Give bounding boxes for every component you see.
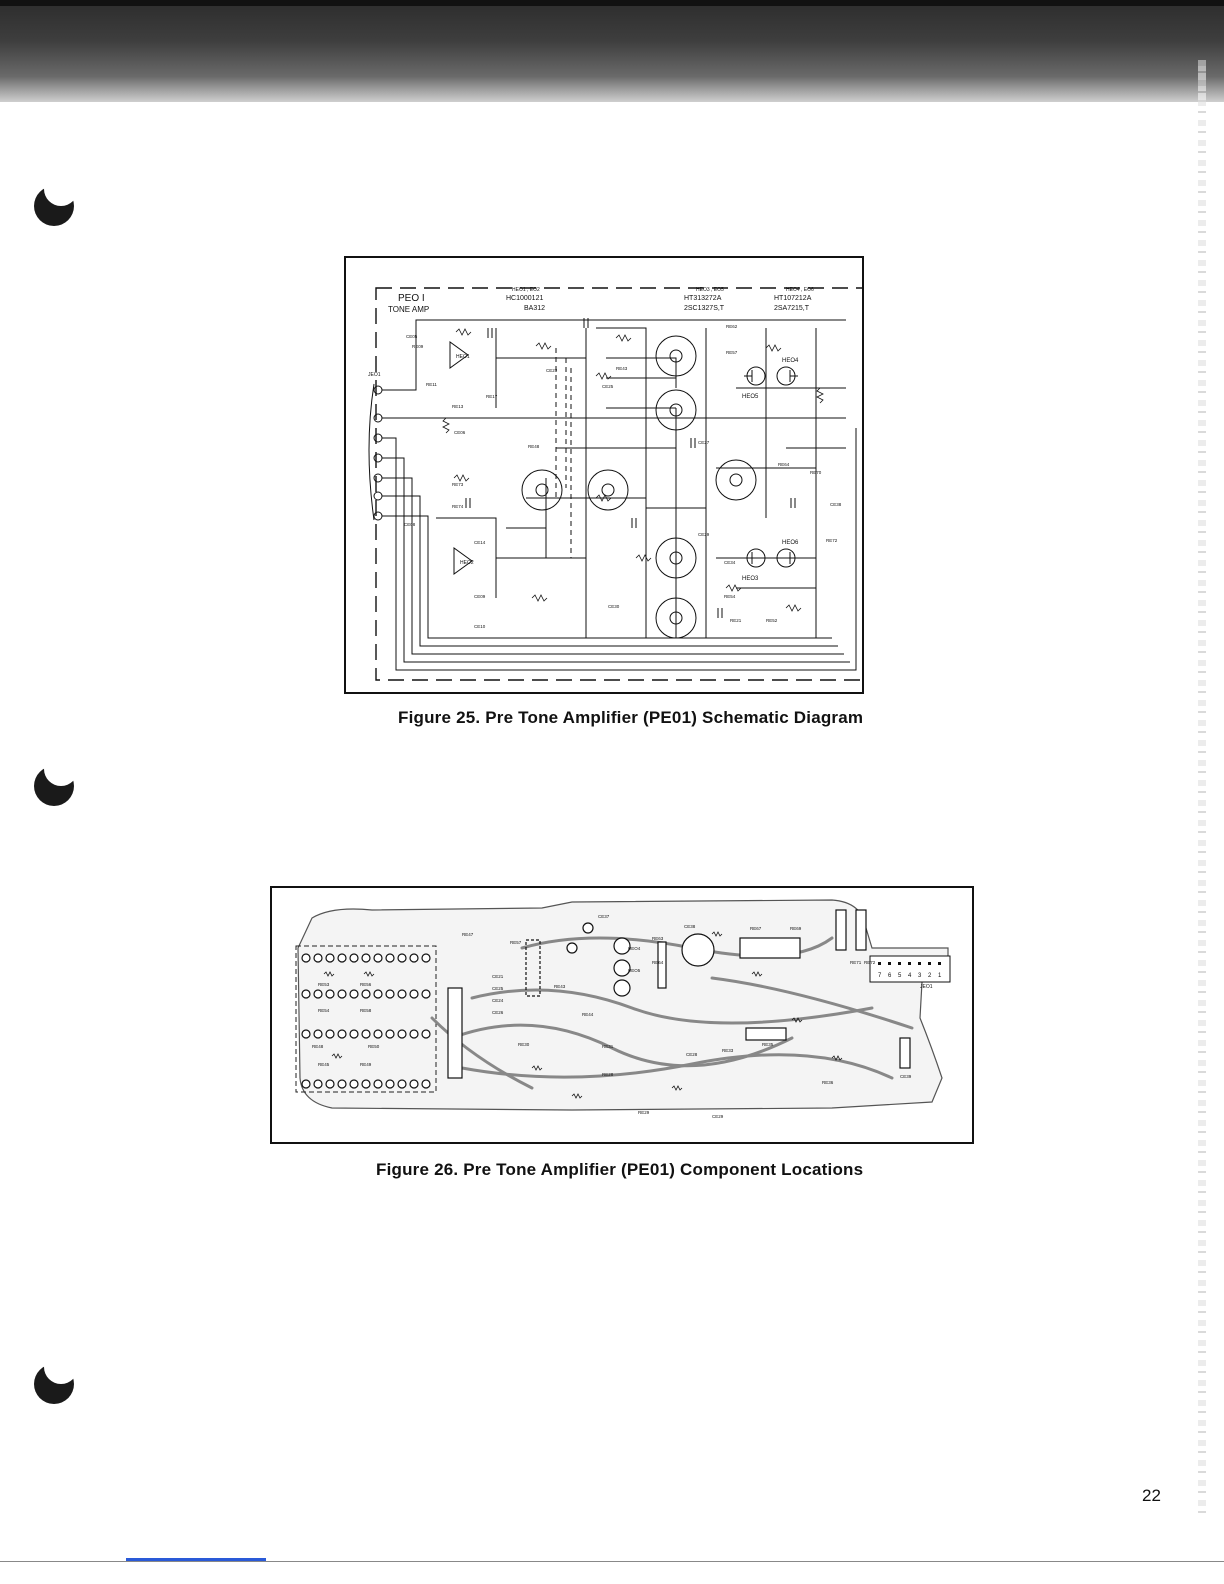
pin-5: 5 <box>898 973 902 979</box>
scanned-top-band <box>0 0 1224 102</box>
board-boundary <box>376 288 862 680</box>
label-re11: RE11 <box>426 382 437 387</box>
pcb-label-re54: RE54 <box>318 1008 330 1013</box>
label-ce27: CE27 <box>698 440 710 445</box>
pcb-label-re47: RE47 <box>462 932 474 937</box>
label-ce23: CE23 <box>546 368 558 373</box>
binder-hole-middle <box>34 766 74 806</box>
label-ce25: CE25 <box>602 384 614 389</box>
pin-6: 6 <box>888 973 892 979</box>
op-amp-label-1: HEO1 <box>456 354 470 360</box>
pin-4: 4 <box>908 973 912 979</box>
transistor-label-heo6: HEO6 <box>782 540 799 546</box>
pcb-label-re57: RE57 <box>510 940 522 945</box>
label-re64: RE64 <box>778 462 790 467</box>
pcb-label-re72: RE72 <box>864 960 876 965</box>
tr2-label-1: HEO4 , EO6 <box>786 287 814 293</box>
pcb-label-re67: RE67 <box>750 926 762 931</box>
transistor-label-heo3: HEO3 <box>742 576 759 582</box>
label-re73: RE73 <box>452 482 464 487</box>
pcb-drawing <box>272 888 972 1142</box>
tr1-label-2: HT313272A <box>684 295 722 302</box>
pcb-label-ce21: CE21 <box>492 974 504 979</box>
bottom-rule <box>0 1561 1224 1562</box>
page-number: 22 <box>1142 1486 1161 1505</box>
pcb-label-re63: RE63 <box>652 936 664 941</box>
tr2-label-3: 2SA7215,T <box>774 305 810 312</box>
pin-1: 1 <box>938 973 942 979</box>
label-ce14: CE14 <box>474 540 486 545</box>
label-ce10: CE10 <box>474 624 486 629</box>
label-re62: RE62 <box>726 324 738 329</box>
tr1-label-3: 2SC1327S,T <box>684 305 725 312</box>
pcb-label-heo5: HEO5 <box>628 968 641 973</box>
pin-2: 2 <box>928 973 932 979</box>
figure-26-caption: Figure 26. Pre Tone Amplifier (PE01) Component Locations <box>376 1160 864 1179</box>
pcb-label-ce37: CE37 <box>598 914 610 919</box>
label-re13: RE13 <box>452 404 464 409</box>
label-re43: RE43 <box>616 366 628 371</box>
pcb-label-ce29: CE29 <box>712 1114 724 1119</box>
component-locations-figure <box>270 886 974 1144</box>
pcb-label-re58: RE58 <box>360 1008 372 1013</box>
pcb-label-re36: RE36 <box>822 1080 834 1085</box>
pcb-label-re31: RE31 <box>602 1044 614 1049</box>
connector-label: JEO1 <box>920 984 933 990</box>
pcb-label-ce24: CE24 <box>492 998 504 1003</box>
transistor-label-heo5: HEO5 <box>742 394 759 400</box>
board-subtitle: TONE AMP <box>388 305 430 314</box>
ic-label-2: HC1000121 <box>506 295 544 302</box>
op-amp-symbols <box>450 342 472 574</box>
pcb-label-re64: RE64 <box>652 960 664 965</box>
connector-label: JEO1 <box>368 372 381 378</box>
transistor-label-heo4: HEO4 <box>782 358 799 364</box>
label-ce38: CE38 <box>830 502 842 507</box>
pcb-label-ce28: CE28 <box>686 1052 698 1057</box>
pcb-label-ce25: CE25 <box>492 986 504 991</box>
label-ce30: CE30 <box>608 604 620 609</box>
board-title: PEO I <box>398 293 425 304</box>
label-re17: RE17 <box>486 394 498 399</box>
binder-hole-bottom <box>34 1364 74 1404</box>
pcb-label-re56: RE56 <box>360 982 372 987</box>
pcb-label-re44: RE44 <box>582 1012 594 1017</box>
label-ce29: CE29 <box>698 532 710 537</box>
bottom-blue-mark <box>126 1558 266 1561</box>
schematic-diagram-figure <box>344 256 864 694</box>
pcb-label-re71: RE71 <box>850 960 862 965</box>
tr2-label-2: HT107212A <box>774 295 812 302</box>
pcb-label-re35: RE35 <box>762 1042 774 1047</box>
pcb-label-re48: RE48 <box>312 1044 324 1049</box>
page-edge-shadow <box>1198 60 1206 1520</box>
schematic-drawing <box>346 258 862 692</box>
tr1-label-1: HEO3 , EO5 <box>696 287 724 293</box>
tone-switches <box>522 336 756 638</box>
pcb-label-re50: RE50 <box>368 1044 380 1049</box>
bus-wires <box>382 320 856 670</box>
pcb-label-re30: RE30 <box>518 1042 530 1047</box>
label-ce06: CE06 <box>454 430 466 435</box>
pin-7: 7 <box>878 973 882 979</box>
pcb-label-ce38: CE38 <box>684 924 696 929</box>
label-ce34: CE34 <box>724 560 736 565</box>
figure-25-caption: Figure 25. Pre Tone Amplifier (PE01) Schematic Diagram <box>398 708 864 727</box>
label-ce08: CE08 <box>404 522 416 527</box>
pcb-label-re29: RE29 <box>638 1110 650 1115</box>
label-ce09: CE09 <box>474 594 486 599</box>
pcb-label-re45: RE45 <box>318 1062 330 1067</box>
label-re70: RE70 <box>810 470 822 475</box>
label-re74: RE74 <box>452 504 464 509</box>
pcb-label-heo4: HEO4 <box>628 946 641 951</box>
pcb-label-re43: RE43 <box>554 984 566 989</box>
ic-label-1: HEO1 , EO2 <box>512 287 540 293</box>
op-amp-label-2: HEO2 <box>460 560 474 566</box>
pin-3: 3 <box>918 973 922 979</box>
label-re54: RE54 <box>724 594 736 599</box>
label-re09: RE09 <box>412 344 424 349</box>
pcb-label-re33: RE33 <box>722 1048 734 1053</box>
label-re72: RE72 <box>826 538 838 543</box>
pcb-label-re69: RE69 <box>790 926 802 931</box>
label-re21: RE21 <box>730 618 742 623</box>
pcb-label-re49: RE49 <box>360 1062 372 1067</box>
label-re48: RE48 <box>528 444 540 449</box>
pcb-label-ce39: CE39 <box>900 1074 912 1079</box>
label-ce05: CE05 <box>406 334 418 339</box>
pcb-label-re28: RE28 <box>602 1072 614 1077</box>
pcb-label-re53: RE53 <box>318 982 330 987</box>
ic-label-3: BA312 <box>524 305 546 312</box>
label-re52: RE52 <box>766 618 778 623</box>
binder-hole-top <box>34 186 74 226</box>
label-re57: RE57 <box>726 350 738 355</box>
pcb-label-ce26: CE26 <box>492 1010 504 1015</box>
